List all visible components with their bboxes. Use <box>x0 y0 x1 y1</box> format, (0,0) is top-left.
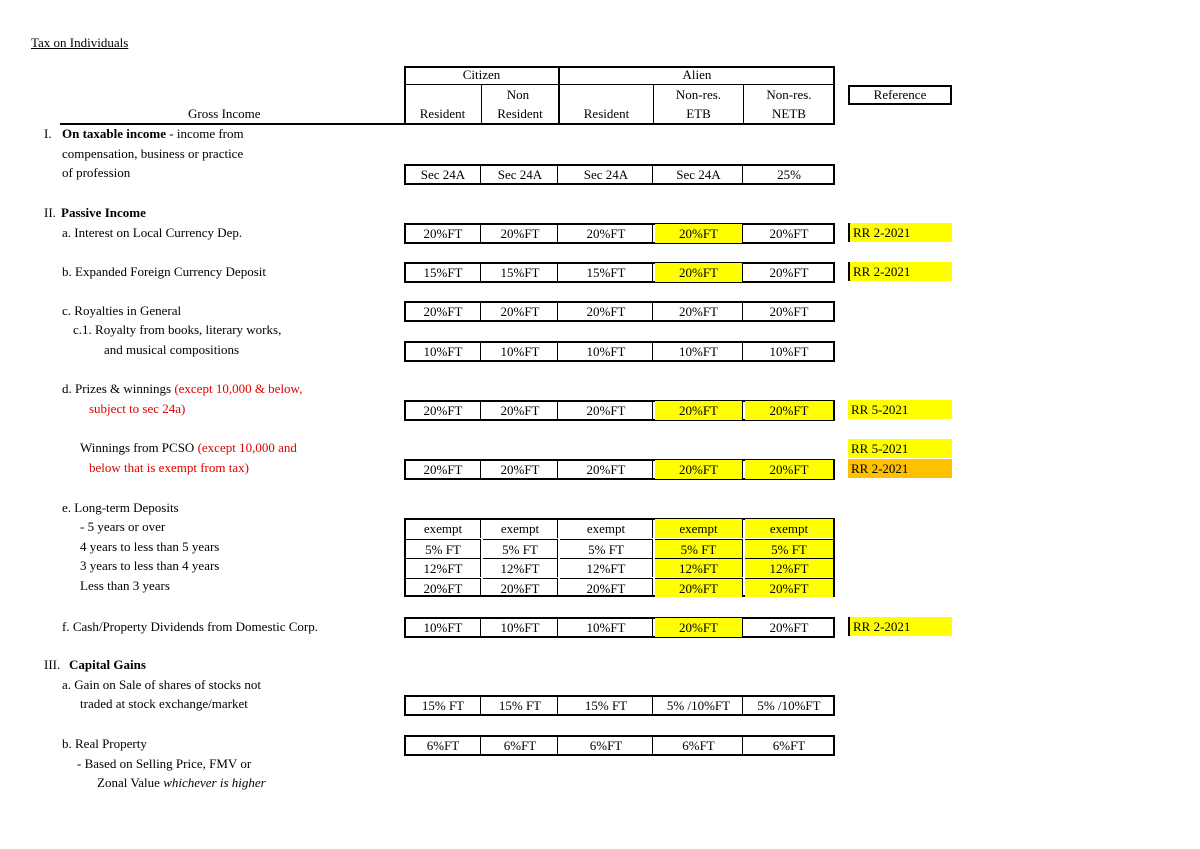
value-cell: 6%FT <box>483 736 558 755</box>
label-ltd-title: e. Long-term Deposits <box>62 500 179 515</box>
label-royalty-books-1: c.1. Royalty from books, literary works, <box>73 322 282 337</box>
value-cell: 5% FT <box>560 539 653 558</box>
value-cell: 20%FT <box>406 224 481 243</box>
header-col2a: Non <box>506 87 530 102</box>
label-real-property-1: b. Real Property <box>62 736 147 751</box>
value-cell: 20%FT <box>655 578 743 597</box>
label-efcd: b. Expanded Foreign Currency Deposit <box>62 264 266 279</box>
header-citizen: Citizen <box>462 67 501 82</box>
value-cell: 12%FT <box>406 558 481 577</box>
header-gross-income: Gross Income <box>188 106 261 121</box>
label-prizes-2: subject to sec 24a) <box>89 401 186 416</box>
pcso-text: Winnings from PCSO <box>80 440 198 455</box>
value-cell: exempt <box>483 519 558 538</box>
value-cell: 5% FT <box>406 539 481 558</box>
value-cell: 20%FT <box>406 578 481 597</box>
value-cell: 20%FT <box>560 224 653 243</box>
section-i-bold: On taxable income <box>62 126 166 141</box>
value-cell: Sec 24A <box>483 165 558 184</box>
value-cell: 20%FT <box>560 302 653 321</box>
section-i-line3: of profession <box>62 165 131 180</box>
label-real-property-2: - Based on Selling Price, FMV or <box>77 756 252 771</box>
value-cell: 5% /10%FT <box>757 698 821 713</box>
value-cell: 20%FT <box>655 302 743 321</box>
value-cell: 5% FT <box>655 539 743 558</box>
value-cell: 10%FT <box>406 342 481 361</box>
value-cell: 15% FT <box>560 696 653 715</box>
pcso-note: (except 10,000 and <box>197 440 297 455</box>
value-cell: exempt <box>406 519 481 538</box>
value-cell: 12%FT <box>745 558 833 577</box>
header-col5a: Non-res. <box>766 87 812 102</box>
value-cell: 20%FT <box>560 578 653 597</box>
value-cell: 20%FT <box>745 401 833 420</box>
section-i-number: I. <box>44 126 52 141</box>
value-cell: 12%FT <box>560 558 653 577</box>
value-cell: 6%FT <box>655 736 743 755</box>
value-cell: exempt <box>655 519 743 538</box>
value-cell: 20%FT <box>655 401 743 420</box>
value-cell: 15% FT <box>406 696 481 715</box>
label-real-property-3 <box>97 774 266 792</box>
header-col2b: Resident <box>497 106 543 121</box>
section-ii-number: II. <box>44 205 56 220</box>
value-cell: 10%FT <box>655 342 743 361</box>
value-cell: 5% FT <box>483 539 558 558</box>
label-ltd-3: 3 years to less than 4 years <box>80 558 220 573</box>
ref-pcso-2: RR 2-2021 <box>848 459 952 478</box>
header-divider <box>404 84 835 85</box>
value-cell: 20%FT <box>769 265 809 280</box>
value-cell: 12%FT <box>655 558 743 577</box>
value-cell: exempt <box>560 519 653 538</box>
value-cell: 10%FT <box>406 618 481 637</box>
label-ltd-2: 4 years to less than 5 years <box>80 539 220 554</box>
value-cell: 15%FT <box>406 263 481 282</box>
ref-prizes: RR 5-2021 <box>848 400 952 419</box>
page-title: Tax on Individuals <box>31 35 129 50</box>
label-royalties: c. Royalties in General <box>62 303 182 318</box>
value-cell: 20%FT <box>406 302 481 321</box>
value-cell: 6%FT <box>406 736 481 755</box>
section-iii-number: III. <box>44 657 61 672</box>
section-i-rest: - income from <box>166 126 244 141</box>
label-pcso-2: below that is exempt from tax) <box>89 460 249 475</box>
value-cell: 6%FT <box>772 738 806 753</box>
ref-interest: RR 2-2021 <box>848 223 952 242</box>
label-shares-1: a. Gain on Sale of shares of stocks not <box>62 677 261 692</box>
header-col4a: Non-res. <box>675 87 722 102</box>
value-cell: 5% FT <box>745 539 833 558</box>
value-cell: 20%FT <box>560 401 653 420</box>
section-i-label <box>62 125 244 143</box>
value-cell: 10%FT <box>769 344 809 359</box>
ref-pcso-1: RR 5-2021 <box>848 439 952 458</box>
value-cell: 20%FT <box>406 460 481 479</box>
value-cell: 20%FT <box>483 460 558 479</box>
value-cell: Sec 24A <box>406 165 481 184</box>
value-cell: 20%FT <box>655 460 743 479</box>
zonal-italic: whichever is higher <box>163 775 266 790</box>
section-iii-label: Capital Gains <box>69 657 146 672</box>
label-shares-2: traded at stock exchange/market <box>80 696 248 711</box>
value-cell: 15%FT <box>560 263 653 282</box>
value-cell: 20%FT <box>769 226 809 241</box>
header-reference: Reference <box>873 87 927 102</box>
value-cell: 20%FT <box>745 578 833 597</box>
value-cell: Sec 24A <box>655 165 743 184</box>
prizes-text: d. Prizes & winnings <box>62 381 175 396</box>
label-royalty-books-2: and musical compositions <box>104 342 240 357</box>
section-ii-label: Passive Income <box>61 205 146 220</box>
value-cell: 20%FT <box>655 224 743 243</box>
header-alien: Alien <box>682 67 712 82</box>
ref-efcd: RR 2-2021 <box>848 262 952 281</box>
value-cell: 20%FT <box>769 620 809 635</box>
value-cell: 20%FT <box>483 401 558 420</box>
ref-dividends: RR 2-2021 <box>848 617 952 636</box>
value-cell: 10%FT <box>483 342 558 361</box>
value-cell: 20%FT <box>655 263 743 282</box>
label-interest: a. Interest on Local Currency Dep. <box>62 225 243 240</box>
label-pcso-1 <box>80 439 297 457</box>
value-cell: 20%FT <box>655 618 743 637</box>
value-cell: 20%FT <box>406 401 481 420</box>
value-cell: 20%FT <box>560 460 653 479</box>
header-col5b: NETB <box>772 106 806 121</box>
value-cell: 20%FT <box>769 304 809 319</box>
value-cell: 20%FT <box>483 302 558 321</box>
zonal-text: Zonal Value <box>97 775 164 790</box>
value-cell: 5% /10%FT <box>655 696 743 715</box>
header-col3: Resident <box>583 106 630 121</box>
label-ltd-1: - 5 years or over <box>80 519 166 534</box>
section-i-line2: compensation, business or practice <box>62 146 244 161</box>
value-cell: 20%FT <box>483 224 558 243</box>
value-cell: 15%FT <box>483 263 558 282</box>
value-cell: 15% FT <box>483 696 558 715</box>
label-ltd-4: Less than 3 years <box>80 578 170 593</box>
value-cell: Sec 24A <box>560 165 653 184</box>
label-prizes-1 <box>62 380 302 398</box>
prizes-note: (except 10,000 & below, <box>174 381 303 396</box>
value-cell: 12%FT <box>483 558 558 577</box>
label-dividends: f. Cash/Property Dividends from Domestic Corp. <box>62 619 318 634</box>
value-cell: 10%FT <box>560 618 653 637</box>
value-cell: 20%FT <box>483 578 558 597</box>
value-cell: exempt <box>745 519 833 538</box>
value-cell: 10%FT <box>483 618 558 637</box>
header-col1: Resident <box>419 106 466 121</box>
value-cell: 25% <box>777 167 801 182</box>
value-cell: 10%FT <box>560 342 653 361</box>
header-col4b: ETB <box>686 106 711 121</box>
value-cell: 20%FT <box>745 460 833 479</box>
value-cell: 6%FT <box>560 736 653 755</box>
